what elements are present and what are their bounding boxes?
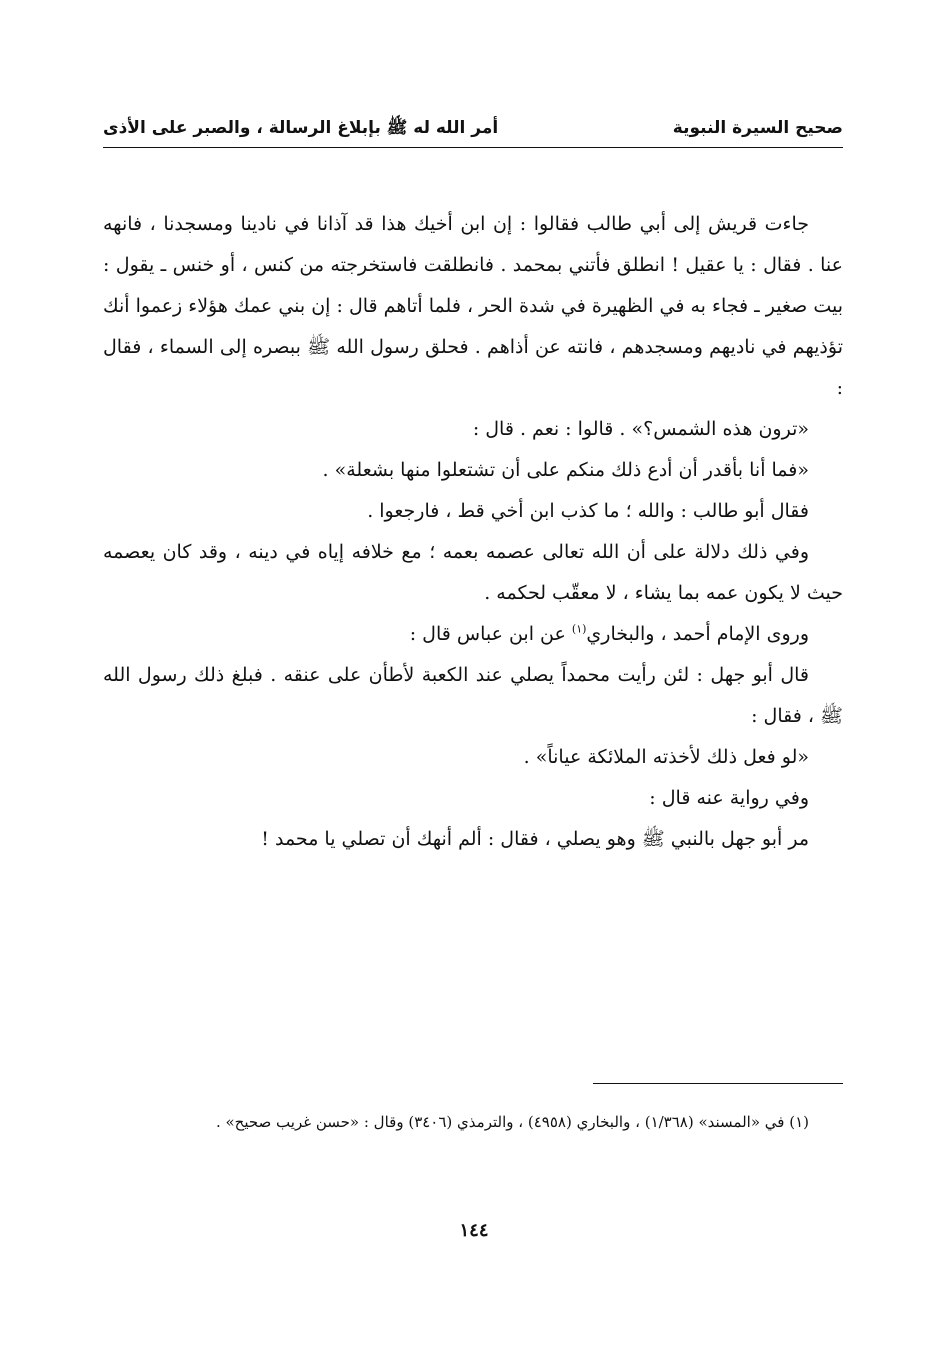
quote-sun-question: «ترون هذه الشمس؟» . قالوا : نعم . قال : (472, 418, 809, 440)
main-text (103, 204, 843, 860)
header-divider (103, 147, 843, 148)
abu-talib-reply: فقال أبو طالب : والله ؛ ما كذب ابن أخي قط ، فارجعوا . (367, 500, 809, 522)
narration-line (103, 614, 843, 655)
footnote-divider (593, 1083, 843, 1084)
footnote (103, 1106, 843, 1138)
quote-torch: «فما أنا بأقدر أن أدع ذلك منكم على أن تشتعلوا منها بشعلة» . (322, 459, 809, 481)
paragraph-protection: وفي ذلك دلالة على أن الله تعالى عصمه بعمه ؛ مع خلافه إياه في دينه ، وقد كان يعصمه حيث لا يكون عمه بما يشاء ، لا معقّب لحكمه . (103, 541, 843, 604)
last-line: مر أبو جهل بالنبي ﷺ وهو يصلي ، فقال : ألم أنهك أن تصلي يا محمد ! (261, 828, 809, 850)
chapter-title: أمر الله له ﷺ بإبلاغ الرسالة ، والصبر على الأذى (103, 118, 499, 138)
footnote-marker: (١) (571, 622, 587, 636)
riwaya-line: وفي رواية عنه قال : (649, 787, 809, 809)
quote-angels: «لو فعل ذلك لأخذته الملائكة عياناً» . (523, 746, 809, 768)
book-title: صحيح السيرة النبوية (672, 118, 843, 138)
narration-text: وروى الإمام أحمد ، والبخاري (586, 623, 809, 645)
narration-text-end: عن ابن عباس قال : (409, 623, 572, 645)
paragraph-abu-jahl: قال أبو جهل : لئن رأيت محمداً يصلي عند الكعبة لأطأن على عنقه . فبلغ ذلك رسول الله ﷺ ، فقال : (103, 664, 843, 727)
page-number: ١٤٤ (459, 1220, 489, 1241)
footnote-text: (١) في «المسند» (١/٣٦٨) ، والبخاري (٤٩٥٨) ، والترمذي (٣٤٠٦) وقال : «حسن غريب صحيح» . (215, 1113, 809, 1131)
paragraph-quraysh: جاءت قريش إلى أبي طالب فقالوا : إن ابن أخيك هذا قد آذانا في نادينا ومسجدنا ، فانهه عنا . فقال : يا عقيل ! انطلق فأتني بمحمد . فانطلقت فاستخرجته من كنس ، أو خنس ـ يقول : بيت صغير ـ فجاء به في الظهيرة في شدة الحر ، فلما أتاهم قال : إن بني عمك هؤلاء زعموا أنك تؤذيهم في ناديهم ومسجدهم ، فانته عن أذاهم . فحلق رسول الله ﷺ ببصره إلى السماء ، فقال : (103, 213, 843, 399)
running-header (103, 110, 843, 146)
